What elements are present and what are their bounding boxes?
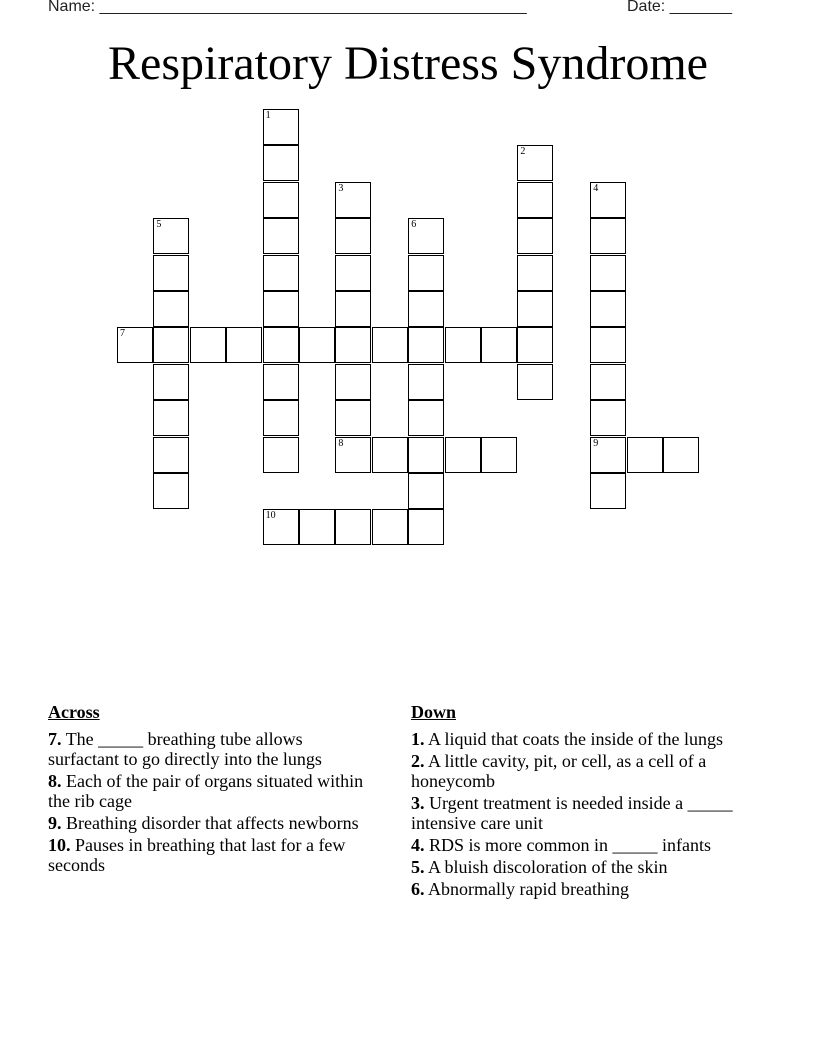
clue-number-label: 1 — [265, 110, 271, 121]
grid-cell[interactable] — [517, 182, 553, 218]
grid-cell[interactable] — [335, 400, 371, 436]
down-clue-1 — [411, 729, 751, 749]
clue-text: A little cavity, pit, or cell, as a cell of a honeycomb — [411, 751, 707, 791]
grid-cell[interactable] — [590, 255, 626, 291]
grid-cell[interactable] — [445, 437, 481, 473]
grid-cell[interactable] — [263, 255, 299, 291]
across-clue-10 — [48, 835, 378, 875]
grid-cell[interactable] — [445, 327, 481, 363]
grid-cell[interactable] — [517, 145, 553, 181]
grid-cell[interactable] — [590, 437, 626, 473]
grid-cell[interactable] — [517, 364, 553, 400]
grid-cell[interactable] — [663, 437, 699, 473]
grid-cell[interactable] — [372, 327, 408, 363]
clue-text: Abnormally rapid breathing — [428, 879, 629, 899]
grid-cell[interactable] — [590, 218, 626, 254]
grid-cell[interactable] — [408, 218, 444, 254]
clue-number: 2. — [411, 751, 425, 771]
down-clue-6 — [411, 879, 751, 899]
grid-cell[interactable] — [335, 437, 371, 473]
grid-cell[interactable] — [335, 291, 371, 327]
grid-cell[interactable] — [226, 327, 262, 363]
grid-cell[interactable] — [517, 255, 553, 291]
grid-cell[interactable] — [153, 255, 189, 291]
clue-number: 4. — [411, 835, 425, 855]
grid-cell[interactable] — [408, 473, 444, 509]
clue-number-label: 5 — [156, 219, 162, 231]
down-clues — [411, 702, 751, 901]
grid-cell[interactable] — [335, 182, 371, 218]
clue-number-label: 10 — [265, 510, 276, 522]
grid-cell[interactable] — [263, 218, 299, 254]
grid-cell[interactable] — [627, 437, 663, 473]
grid-cell[interactable] — [590, 182, 626, 218]
clue-number: 1. — [411, 729, 425, 749]
clue-number-label: 9 — [593, 437, 599, 449]
clue-text: The _____ breathing tube allows surfactant to go directly into the lungs — [48, 729, 322, 769]
grid-cell[interactable] — [263, 400, 299, 436]
grid-cell[interactable] — [117, 327, 153, 363]
grid-cell[interactable] — [590, 291, 626, 327]
across-heading: Across — [48, 702, 100, 722]
grid-cell[interactable] — [372, 437, 408, 473]
grid-cell[interactable] — [517, 327, 553, 363]
clue-text: Breathing disorder that affects newborns — [66, 813, 359, 833]
grid-cell[interactable] — [153, 400, 189, 436]
grid-cell[interactable] — [481, 327, 517, 363]
grid-cell[interactable] — [408, 364, 444, 400]
grid-cell[interactable] — [299, 509, 335, 545]
grid-cell[interactable] — [335, 327, 371, 363]
clue-text: Urgent treatment is needed inside a _____ intensive care unit — [411, 793, 733, 833]
grid-cell[interactable] — [408, 437, 444, 473]
grid-cell[interactable] — [408, 509, 444, 545]
across-clue-9 — [48, 813, 378, 833]
grid-cell[interactable] — [299, 327, 335, 363]
grid-cell[interactable] — [263, 182, 299, 218]
clue-text: Pauses in breathing that last for a few seconds — [48, 835, 346, 875]
grid-cell[interactable] — [263, 509, 299, 545]
clue-number-label: 7 — [120, 328, 125, 340]
grid-cell[interactable] — [263, 327, 299, 363]
grid-cell[interactable] — [190, 327, 226, 363]
grid-cell[interactable] — [590, 364, 626, 400]
grid-cell[interactable] — [335, 364, 371, 400]
grid-cell[interactable] — [263, 109, 299, 145]
grid-cell[interactable] — [408, 400, 444, 436]
clue-number: 8. — [48, 771, 62, 791]
date-field: Date: _______ — [627, 0, 732, 15]
grid-cell[interactable] — [263, 291, 299, 327]
grid-cell[interactable] — [153, 218, 189, 254]
clue-number: 5. — [411, 857, 425, 877]
clue-number-label: 4 — [593, 182, 599, 194]
grid-cell[interactable] — [590, 400, 626, 436]
grid-cell[interactable] — [263, 364, 299, 400]
clue-number-label: 2 — [520, 146, 526, 158]
grid-cell[interactable] — [153, 327, 189, 363]
clue-number: 10. — [48, 835, 71, 855]
grid-cell[interactable] — [590, 473, 626, 509]
clue-text: RDS is more common in _____ infants — [429, 835, 711, 855]
grid-cell[interactable] — [408, 327, 444, 363]
grid-cell[interactable] — [153, 473, 189, 509]
grid-cell[interactable] — [335, 509, 371, 545]
down-clue-3 — [411, 793, 751, 833]
grid-cell[interactable] — [263, 437, 299, 473]
clue-number: 6. — [411, 879, 425, 899]
clue-number-label: 6 — [411, 219, 417, 231]
grid-cell[interactable] — [481, 437, 517, 473]
grid-cell[interactable] — [153, 437, 189, 473]
clue-number-label: 8 — [338, 437, 344, 449]
down-clue-5 — [411, 857, 751, 877]
puzzle-title: Respiratory Distress Syndrome — [108, 37, 708, 90]
down-heading: Down — [411, 702, 457, 722]
grid-cell[interactable] — [153, 364, 189, 400]
grid-cell[interactable] — [517, 291, 553, 327]
down-clue-2 — [411, 751, 751, 791]
grid-cell[interactable] — [153, 291, 189, 327]
clue-number: 3. — [411, 793, 425, 813]
grid-cell[interactable] — [517, 218, 553, 254]
clue-text: A liquid that coats the inside of the lungs — [428, 729, 723, 749]
grid-cell[interactable] — [335, 255, 371, 291]
across-clue-7 — [48, 729, 378, 769]
clue-number: 9. — [48, 813, 62, 833]
across-clue-8 — [48, 771, 378, 811]
grid-cell[interactable] — [335, 218, 371, 254]
across-clues — [48, 702, 378, 877]
grid-cell[interactable] — [263, 145, 299, 181]
name-field: Name: ________________________________________________ — [48, 0, 527, 15]
grid-cell[interactable] — [408, 255, 444, 291]
down-clue-4 — [411, 835, 751, 855]
clue-number: 7. — [48, 729, 62, 749]
grid-cell[interactable] — [408, 291, 444, 327]
grid-cell[interactable] — [590, 327, 626, 363]
clue-number-label: 3 — [338, 182, 344, 194]
clue-text: Each of the pair of organs situated within the rib cage — [48, 771, 364, 811]
clue-text: A bluish discoloration of the skin — [428, 857, 668, 877]
grid-cell[interactable] — [372, 509, 408, 545]
